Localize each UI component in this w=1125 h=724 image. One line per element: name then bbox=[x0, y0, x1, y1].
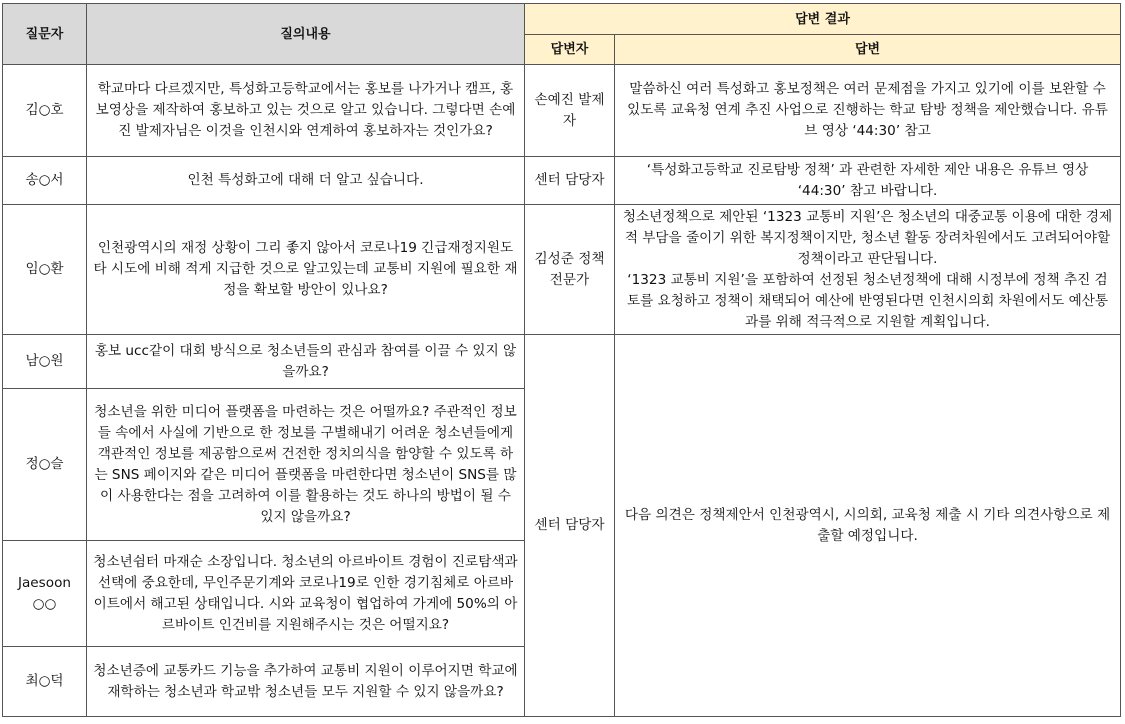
table-row bbox=[3, 335, 1121, 389]
answer-text: 청소년정책으로 제안된 ‘1323 교통비 지원’은 청소년의 대중교통 이용에 대한 경제적 부담을 줄이기 위한 복지정책이지만, 청소년 활동 장려차원에서도 고려되어야할 정책이라고 판단됩니다. bbox=[622, 208, 1113, 267]
table-row bbox=[3, 65, 1121, 157]
header-question: 질의내용 bbox=[87, 4, 525, 65]
answer-text: 말씀하신 여러 특성화고 홍보정책은 여러 문제점을 가지고 있기에 이를 보완할 수 있도록 교육청 연계 추진 사업으로 진행하는 학교 탐방 정책을 제안했습니다. 유튜브 영상 ‘44:30’ 참고 bbox=[615, 65, 1121, 157]
header-questioner: 질문자 bbox=[3, 4, 87, 65]
answerer-name: 센터 담당자 bbox=[525, 157, 615, 205]
table-row bbox=[3, 157, 1121, 205]
question-text: 인천 특성화고에 대해 더 알고 싶습니다. bbox=[87, 157, 525, 205]
answerer-name: 손예진 발제자 bbox=[525, 65, 615, 157]
qa-results-table bbox=[2, 3, 1121, 717]
question-text: 인천광역시의 재정 상황이 그리 좋지 않아서 코로나19 긴급재정지원도 타 시도에 비해 적게 지급한 것으로 알고있는데 교통비 지원에 필요한 재정을 확보할 방안이 있나요? bbox=[87, 205, 525, 335]
questioner-name: 정○슬 bbox=[3, 389, 87, 541]
question-text: 학교마다 다르겠지만, 특성화고등학교에서는 홍보를 나가거나 캠프, 홍보영상을 제작하여 홍보하고 있는 것으로 알고 있습니다. 그렇다면 손예진 발제자님은 이것을 인천시와 연계하여 홍보하자는 것인가요? bbox=[87, 65, 525, 157]
questioner-name: 송○서 bbox=[3, 157, 87, 205]
question-text: 청소년을 위한 미디어 플랫폼을 마련하는 것은 어떨까요? 주관적인 정보들 속에서 사실에 기반으로 한 정보를 구별해내기 어려운 청소년들에게 객관적인 정보를 제공함으로써 건전한 정치의식을 함양할 수 있도록 하는 SNS 페이지와 같은 미디어 플랫폼을 마련한다면 청소년이 SNS를 많이 사용한다는 점을 고려하여 이를 활용하는 것도 하나의 방법이 될 수 있지 않을까요? bbox=[87, 389, 525, 541]
merged-answer-text: 다음 의견은 정책제안서 인천광역시, 시의회, 교육청 제출 시 기타 의견사항으로 제출할 예정입니다. bbox=[615, 335, 1121, 717]
questioner-name: Jaesoon ○○ bbox=[3, 541, 87, 647]
merged-answerer-name: 센터 담당자 bbox=[525, 335, 615, 717]
header-answer-result: 답변 결과 bbox=[525, 4, 1121, 35]
header-answerer: 답변자 bbox=[525, 35, 615, 65]
question-text: 홍보 ucc같이 대회 방식으로 청소년들의 관심과 참여를 이끌 수 있지 않을까요? bbox=[87, 335, 525, 389]
answer-text: ‘특성화고등학교 진로탐방 정책’ 과 관련한 자세한 제안 내용은 유튜브 영상 ‘44:30’ 참고 바랍니다. bbox=[615, 157, 1121, 205]
answer-text-continued: ‘1323 교통비 지원’을 포함하여 선정된 청소년정책에 대해 시정부에 정책 추진 검토를 요청하고 정책이 채택되어 예산에 반영된다면 인천시의회 차원에서도 예산통과를 위해 적극적으로 지원할 계획입니다. bbox=[626, 271, 1109, 330]
table-row bbox=[3, 205, 1121, 335]
questioner-name: 최○덕 bbox=[3, 647, 87, 717]
questioner-name: 임○환 bbox=[3, 205, 87, 335]
header-answer: 답변 bbox=[615, 35, 1121, 65]
questioner-name: 남○원 bbox=[3, 335, 87, 389]
question-text: 청소년쉼터 마재순 소장입니다. 청소년의 아르바이트 경험이 진로탐색과 선택에 중요한데, 무인주문기계와 코로나19로 인한 경기침체로 아르바이트에서 해고된 상태입니다. 시와 교육청이 협업하여 가게에 50%의 아르바이트 인건비를 지원해주시는 것은 어떨지요? bbox=[87, 541, 525, 647]
question-text: 청소년증에 교통카드 기능을 추가하여 교통비 지원이 이루어지면 학교에 재학하는 청소년과 학교밖 청소년들 모두 지원할 수 있지 않을까요? bbox=[87, 647, 525, 717]
questioner-name: 김○호 bbox=[3, 65, 87, 157]
answerer-name: 김성준 정책전문가 bbox=[525, 205, 615, 335]
answer-cell bbox=[615, 205, 1121, 335]
